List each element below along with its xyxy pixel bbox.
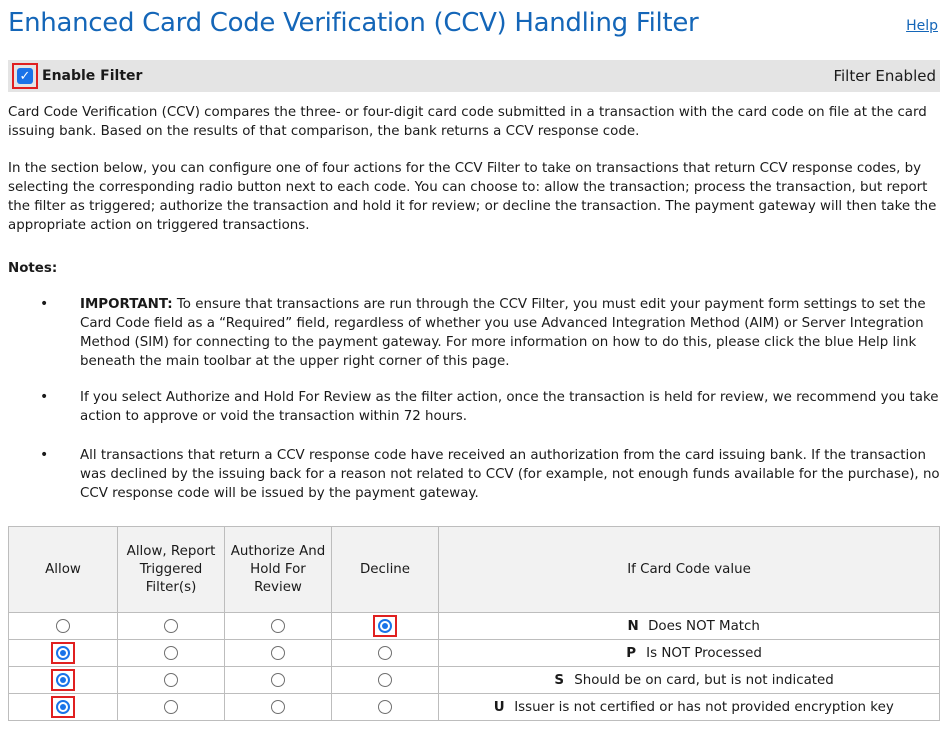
table-header-row: [9, 527, 940, 613]
card-code-letter: N: [627, 618, 639, 634]
card-code-letter: S: [554, 672, 565, 688]
enable-filter-label: Enable Filter: [42, 68, 143, 84]
radio-frame: [373, 642, 397, 664]
radio-decline[interactable]: [378, 619, 392, 633]
table-row: [9, 613, 940, 640]
filter-toggle-bar: [8, 60, 940, 92]
card-code-letter: U: [493, 699, 505, 715]
radio-allow[interactable]: [56, 619, 70, 633]
cell-allow: [9, 667, 118, 694]
radio-allow[interactable]: [56, 700, 70, 714]
card-code-description: Should be on card, but is not indicated: [574, 672, 834, 688]
radio-highlight: [51, 642, 75, 664]
cell-allow-report: [118, 667, 225, 694]
radio-decline[interactable]: [378, 646, 392, 660]
radio-frame: [159, 696, 183, 718]
cell-card-code: [439, 640, 940, 667]
cell-card-code: [439, 694, 940, 721]
radio-frame: [266, 642, 290, 664]
table-row: [9, 694, 940, 721]
column-header-card-code-value: If Card Code value: [439, 527, 940, 613]
page-title: Enhanced Card Code Verification (CCV) Handling Filter: [8, 8, 699, 38]
ccv-action-table: [8, 526, 940, 721]
radio-highlight: [373, 615, 397, 637]
bullet-icon: •: [40, 389, 49, 405]
radio-authorize-hold[interactable]: [271, 700, 285, 714]
radio-frame: [159, 669, 183, 691]
cell-authorize-hold: [225, 694, 332, 721]
intro-paragraph-2: In the section below, you can configure one of four actions for the CCV Filter to take on transactions that return CCV response codes, by selecting the corresponding radio button next to each code. You can choose to: allow the transaction; process the transaction, but report the filter as triggered; authorize the transaction and hold it for review; or decline the transaction. The payment gateway will then take the appropriate action on triggered transactions.: [8, 161, 937, 233]
bullet-icon: •: [40, 447, 49, 463]
radio-allow[interactable]: [56, 673, 70, 687]
radio-allow-report[interactable]: [164, 673, 178, 687]
card-code-description: Issuer is not certified or has not provided encryption key: [514, 699, 894, 715]
radio-allow[interactable]: [56, 646, 70, 660]
card-code-letter: P: [626, 645, 637, 661]
note-text: To ensure that transactions are run through the CCV Filter, you must edit your payment form settings to set the Card Code field as a “Required” field, regardless of whether you use Advanced Integration Method (AIM) or Server Integration Method (SIM) for connecting to the payment gateway. For more information on how to do this, please click the blue Help link beneath the main toolbar at the upper right corner of this page.: [80, 297, 926, 369]
radio-decline[interactable]: [378, 700, 392, 714]
table-row: [9, 640, 940, 667]
cell-authorize-hold: [225, 667, 332, 694]
table-row: [9, 667, 940, 694]
radio-decline[interactable]: [378, 673, 392, 687]
note-important-label: IMPORTANT:: [80, 297, 173, 312]
card-code-description: Is NOT Processed: [646, 645, 762, 661]
radio-highlight: [51, 669, 75, 691]
cell-authorize-hold: [225, 613, 332, 640]
cell-allow-report: [118, 694, 225, 721]
radio-frame: [266, 669, 290, 691]
radio-frame: [373, 696, 397, 718]
radio-frame: [51, 615, 75, 637]
cell-allow: [9, 694, 118, 721]
enable-filter-highlight: [12, 63, 38, 89]
radio-frame: [159, 642, 183, 664]
radio-allow-report[interactable]: [164, 700, 178, 714]
radio-frame: [159, 615, 183, 637]
card-code-description: Does NOT Match: [648, 618, 760, 634]
column-header-allow: Allow: [9, 527, 118, 613]
note-text: All transactions that return a CCV response code have received an authorization from the card issuing bank. If the transaction was declined by the issuing back for a reason not related to CCV (for example, not enough funds available for the purchase), no CCV response code will be issued by the payment gateway.: [80, 448, 940, 501]
cell-card-code: [439, 667, 940, 694]
radio-highlight: [51, 696, 75, 718]
enable-filter-control: [12, 63, 142, 89]
cell-card-code: [439, 613, 940, 640]
cell-decline: [332, 694, 439, 721]
note-item: [40, 388, 942, 426]
cell-allow-report: [118, 640, 225, 667]
notes-heading: Notes:: [8, 261, 58, 276]
radio-frame: [266, 615, 290, 637]
note-item: [40, 295, 942, 371]
help-link[interactable]: Help: [906, 18, 938, 34]
radio-allow-report[interactable]: [164, 646, 178, 660]
intro-paragraph-1: Card Code Verification (CCV) compares the three- or four-digit card code submitted in a transaction with the card code on file at the card issuing bank. Based on the results of that comparison, the bank returns a CCV response code.: [8, 105, 927, 139]
enable-filter-checkbox[interactable]: [17, 68, 33, 84]
radio-frame: [373, 669, 397, 691]
radio-authorize-hold[interactable]: [271, 646, 285, 660]
cell-allow: [9, 613, 118, 640]
bullet-icon: •: [40, 296, 49, 312]
cell-decline: [332, 667, 439, 694]
column-header-authorize-hold: Authorize And Hold For Review: [225, 527, 332, 613]
column-header-decline: Decline: [332, 527, 439, 613]
note-text: If you select Authorize and Hold For Review as the filter action, once the transaction is held for review, we recommend you take action to approve or void the transaction within 72 hours.: [80, 390, 939, 424]
radio-authorize-hold[interactable]: [271, 673, 285, 687]
cell-decline: [332, 640, 439, 667]
radio-authorize-hold[interactable]: [271, 619, 285, 633]
note-item: [40, 446, 942, 503]
cell-allow-report: [118, 613, 225, 640]
radio-frame: [266, 696, 290, 718]
checkmark-icon: ✓: [19, 68, 31, 84]
cell-decline: [332, 613, 439, 640]
cell-authorize-hold: [225, 640, 332, 667]
radio-allow-report[interactable]: [164, 619, 178, 633]
cell-allow: [9, 640, 118, 667]
filter-status-text: Filter Enabled: [833, 67, 936, 85]
column-header-allow-report: Allow, Report Triggered Filter(s): [118, 527, 225, 613]
